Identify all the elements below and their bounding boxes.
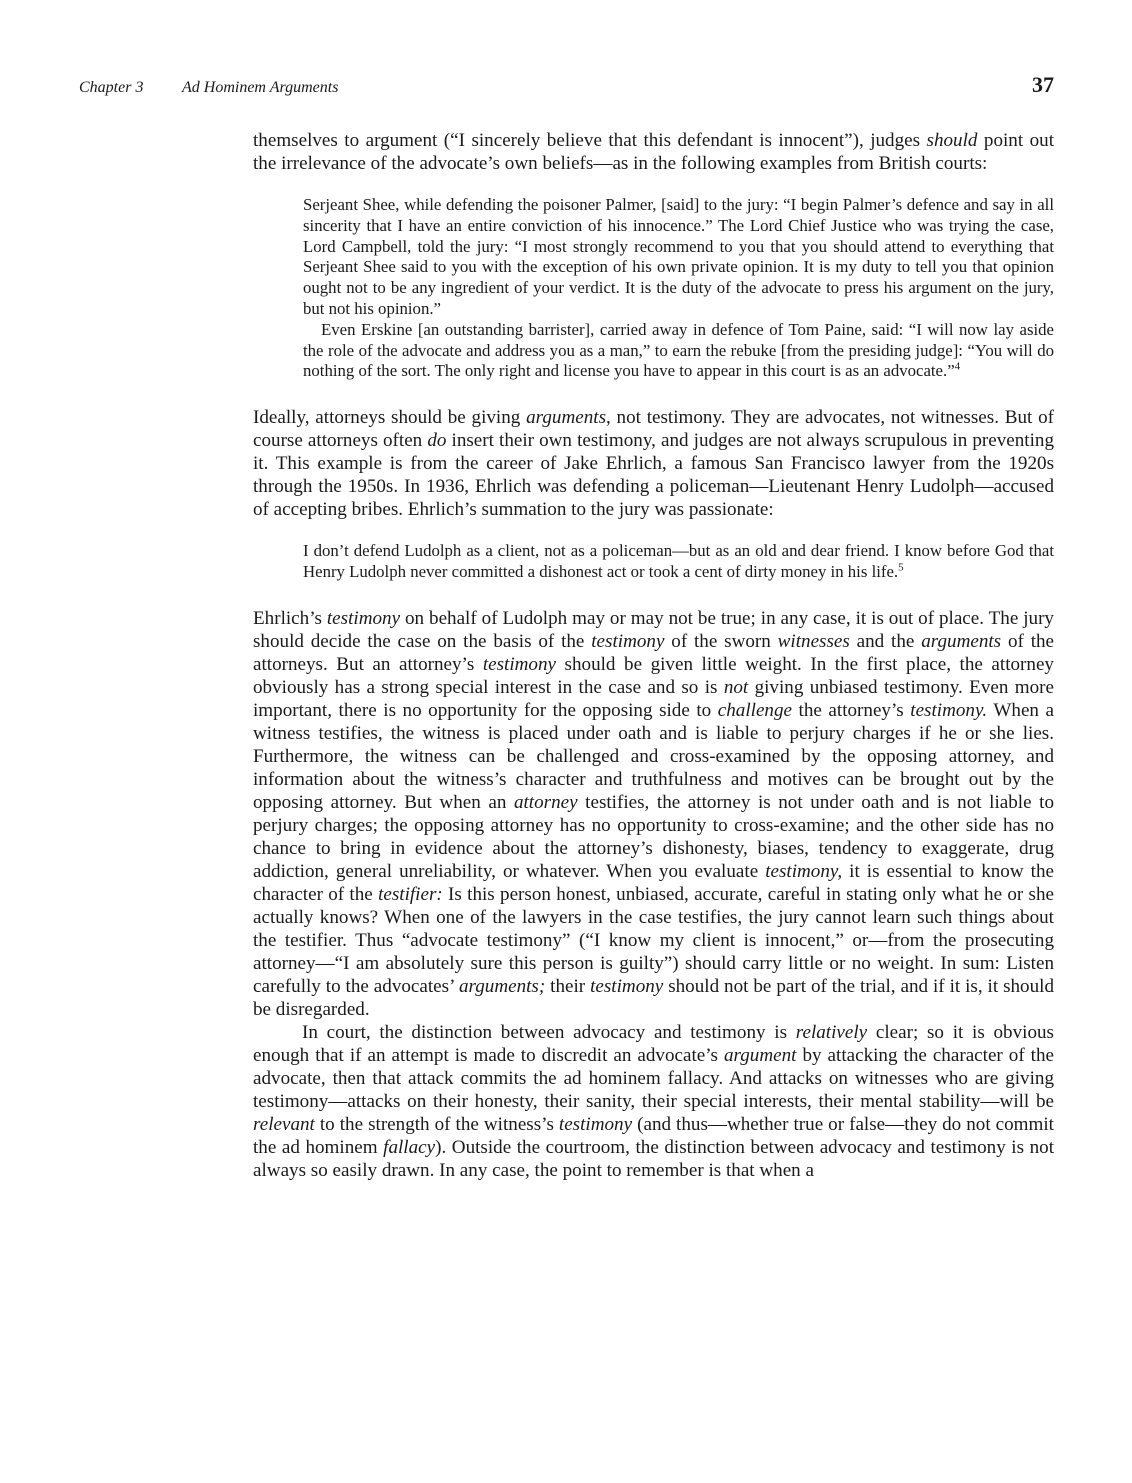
paragraph-1: themselves to argument (“I sincerely believe that this defendant is innocent”), judges should point out the irrelevance of the advocate’s own beliefs—as in the following examples from British courts: (253, 130, 1054, 174)
paragraph-4: In court, the distinction between advocacy and testimony is relatively clear; so it is obvious enough that if an attempt is made to discredit an advocate’s argument by attacking the character of the advocate, then that attack commits the ad hominem fallacy. And attacks on witnesses who are giving testimony—attacks on their honesty, their sanity, their special interests, their mental stability—will be relevant to the strength of the witness’s testimony (and thus—whether true or false—they do not commit the ad hominem fallacy). Outside the courtroom, the distinction between advocacy and testimony is not always so easily drawn. In any case, the point to remember is that when a (253, 1021, 1054, 1181)
chapter-label: Chapter 3 (79, 79, 144, 96)
paragraph-3: Ehrlich’s testimony on behalf of Ludolph may or may not be true; in any case, it is out of place. The jury should decide the case on the basis of the testimony of the sworn witnesses and the arguments of the attorneys. But an attorney’s testimony should be given little weight. In the first place, the attorney obviously has a strong special interest in the case and so is not giving unbiased testimony. Even more important, there is no opportunity for the opposing side to challenge the attorney’s testimony. When a witness testifies, the witness is placed under oath and is liable to perjury charges if he or she lies. Furthermore, the witness can be challenged and cross-examined by the opposing attorney, and information about the witness’s character and truthfulness and motives can be brought out by the opposing attorney. But when an attorney testifies, the attorney is not under oath and is not liable to perjury charges; the opposing attorney has no opportunity to cross-examine; and the other side has no chance to bring in evidence about the attorney’s dishonesty, biases, tendency to exaggerate, drug addiction, general unreliability, or whatever. When you evaluate testimony, it is essential to know the character of the testifier: Is this person honest, unbiased, accurate, careful in stating only what he or she actually knows? When one of the lawyers in the case testifies, the jury cannot learn such things about the testifier. Thus “advocate testimony” (“I know my client is innocent,” or—from the prosecuting attorney—“I am absolutely sure this person is guilty”) should carry little or no weight. In sum: Listen carefully to the advocates’ arguments; their testimony should not be part of the trial, and if it is, it should be disregarded. (253, 607, 1055, 1020)
block-quote-british-courts (303, 195, 1054, 382)
page-number: 37 (1032, 72, 1054, 97)
chapter-title: Ad Hominem Arguments (182, 79, 339, 96)
footnote-ref: 5 (898, 561, 904, 574)
quote-paragraph: I don’t defend Ludolph as a client, not as a policeman—but as an old and dear friend. I know before God that Henry Ludolph never committed a dishonest act or took a cent of dirty money in his life.$^5$ (303, 541, 1054, 581)
body-text (253, 129, 1054, 1182)
quote-paragraph: Serjeant Shee, while defending the poisoner Palmer, [said] to the jury: “I begin Palmer’s defence and say in all sincerity that I have an entire conviction of his innocence.” The Lord Chief Justice who was trying the case, Lord Campbell, told the jury: “I most strongly recommend to you that you should attend to everything that Serjeant Shee said to you with the exception of his own private opinion. It is my duty to tell you that opinion ought not to be any ingredient of your verdict. It is the duty of the advocate to press his argument on the jury, but not his opinion.” (303, 195, 1054, 318)
running-header (79, 72, 1054, 102)
footnote-ref: 4 (954, 360, 961, 373)
paragraph-2: Ideally, attorneys should be giving arguments, not testimony. They are advocates, not witnesses. But of course attorneys often do insert their own testimony, and judges are not always scrupulous in preventing it. This example is from the career of Jake Ehrlich, a famous San Francisco lawyer from the 1920s through the 1950s. In 1936, Ehrlich was defending a policeman—Lieutenant Henry Ludolph—accused of accepting bribes. Ehrlich’s summation to the jury was passionate: (253, 407, 1054, 521)
block-quote-ehrlich (303, 541, 1054, 583)
quote-paragraph: Even Erskine [an outstanding barrister], carried away in defence of Tom Paine, said: “I will now lay aside the role of the advocate and address you as a man,” to earn the rebuke [from the presiding judge]: “You will do nothing of the sort. The only right and license you have to appear in this court is as an advocate.”$^4$ (303, 319, 1054, 381)
